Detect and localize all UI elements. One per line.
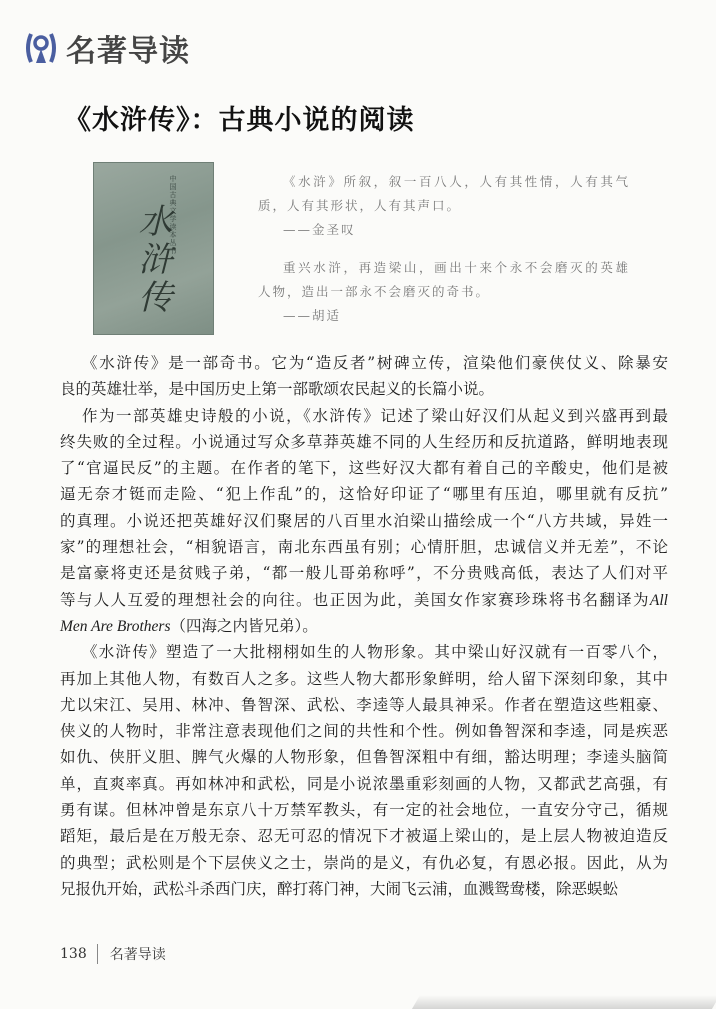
line-text: 单，直爽率真。再如林冲和武松，同是小说浓墨重彩刻画的人物，又都武艺高强，有 xyxy=(60,774,668,793)
line-text: 的真理。小说还把英雄好汉们聚居的八百里水泊梁山描绘成一个“八方共域，异姓一 xyxy=(60,511,668,530)
line-text: 良的英雄壮举，是中国历史上第一部歌颂农民起义的长篇小说。 xyxy=(60,380,495,399)
line-text: 《水浒传》是一部奇书。它为“造反者”树碑立传，渲染他们豪侠仗义、除暴安 xyxy=(82,354,668,372)
section-title: 名著导读 xyxy=(66,34,190,69)
cover-series: 中国古典文学读本丛书 xyxy=(169,175,177,255)
line-text: 是富豪将吏还是贫贱子弟，“都一般儿哥弟称呼”，不分贵贱高低，表达了人们对平 xyxy=(60,564,668,583)
text-line xyxy=(60,534,668,560)
line-text: 如仇、侠肝义胆、脾气火爆的人物形象，但鲁智深粗中有细，豁达明理；李逵头脑简 xyxy=(60,748,668,767)
text-line xyxy=(60,718,668,744)
quote xyxy=(258,170,630,242)
quote xyxy=(258,256,630,328)
book-cover-image xyxy=(93,162,214,335)
english-title: Men Are Brothers xyxy=(60,617,171,635)
divider xyxy=(97,944,98,964)
reading-guide-icon xyxy=(24,30,58,66)
text-line xyxy=(60,481,668,507)
line-text: 家”的理想社会，“相貌语言，南北东西虽有别；心情肝胆，忠诚信义并无差”，不论 xyxy=(60,538,668,557)
text-line xyxy=(60,639,668,665)
text-line xyxy=(60,666,668,692)
text-line xyxy=(60,403,668,429)
text-line xyxy=(60,797,668,823)
text-line xyxy=(60,587,668,613)
footer-section: 名著导读 xyxy=(109,947,166,963)
page-curl-shadow xyxy=(412,995,716,1009)
epigraphs xyxy=(258,170,630,328)
text-line xyxy=(60,376,668,402)
text-line xyxy=(60,823,668,849)
line-text: 逼无奈才铤而走险、“犯上作乱”的，这恰好印证了“哪里有压迫，哪里就有反抗” xyxy=(60,485,668,504)
line-text: 作为一部英雄史诗般的小说，《水浒传》记述了梁山好汉们从起义到兴盛再到最 xyxy=(82,406,668,425)
section-header xyxy=(24,26,190,70)
text-line xyxy=(60,744,668,770)
line-text: 尤以宋江、吴用、林冲、鲁智深、武松、李逵等人最具神采。作者在塑造这些粗豪、 xyxy=(60,695,668,714)
text-line xyxy=(60,692,668,718)
text-line xyxy=(60,429,668,455)
line-text: 终失败的全过程。小说通过写众多草莽英雄不同的人生经历和反抗道路，鲜明地表现 xyxy=(60,432,668,451)
text-line xyxy=(60,613,668,639)
text-line xyxy=(60,508,668,534)
quote-author: ——胡适 xyxy=(283,308,342,323)
line-text: 兄报仇开始，武松斗杀西门庆，醉打蒋门神，大闹飞云浦，血溅鸳鸯楼，除恶蜈蚣 xyxy=(60,879,619,898)
quote-text: 重兴水浒，再造梁山，画出十来个永不会磨灭的英雄人物，造出一部永不会磨灭的奇书。 xyxy=(258,260,630,299)
line-text: （四海之内皆兄弟）。 xyxy=(170,616,318,635)
page-footer xyxy=(60,944,166,964)
line-text: 的典型；武松则是个下层侠义之士，崇尚的是义，有仇必复，有恩必报。因此，从为 xyxy=(60,853,668,872)
line-text: 侠义的人物时，非常注意表现他们之间的共性和个性。例如鲁智深和李逵，同是疾恶 xyxy=(60,722,668,741)
page-title: 《水浒传》：古典小说的阅读 xyxy=(64,105,415,136)
line-text: 等与人人互爱的理想社会的向往。也正因为此，美国女作家赛珍珠将书名翻译为 xyxy=(60,590,650,609)
body-text xyxy=(60,350,668,902)
text-line xyxy=(60,771,668,797)
text-line xyxy=(60,455,668,481)
cover-title: 水浒传 xyxy=(132,203,172,317)
line-text: 了“官逼民反”的主题。在作者的笔下，这些好汉大都有着自己的辛酸史，他们是被 xyxy=(60,459,668,478)
line-text: 《水浒传》塑造了一大批栩栩如生的人物形象。其中梁山好汉就有一百零八个， xyxy=(82,643,668,662)
quote-author: ——金圣叹 xyxy=(283,222,356,237)
line-text: 再加上其他人物，有数百人之多。这些人物大都形象鲜明，给人留下深刻印象，其中 xyxy=(60,669,668,688)
english-title: All xyxy=(649,591,668,609)
page-number: 138 xyxy=(60,946,87,962)
text-line xyxy=(60,560,668,586)
line-text: 蹈矩，最后是在万般无奈、忍无可忍的情况下才被逼上梁山的，是上层人物被迫造反 xyxy=(60,827,668,846)
text-line xyxy=(60,876,668,902)
text-line xyxy=(60,850,668,876)
text-line xyxy=(60,350,668,376)
line-text: 勇有谋。但林冲曾是东京八十万禁军教头，有一定的社会地位，一直安分守己，循规 xyxy=(60,801,668,820)
quote-text: 《水浒》所叙，叙一百八人，人有其性情，人有其气质，人有其形状，人有其声口。 xyxy=(258,174,630,213)
